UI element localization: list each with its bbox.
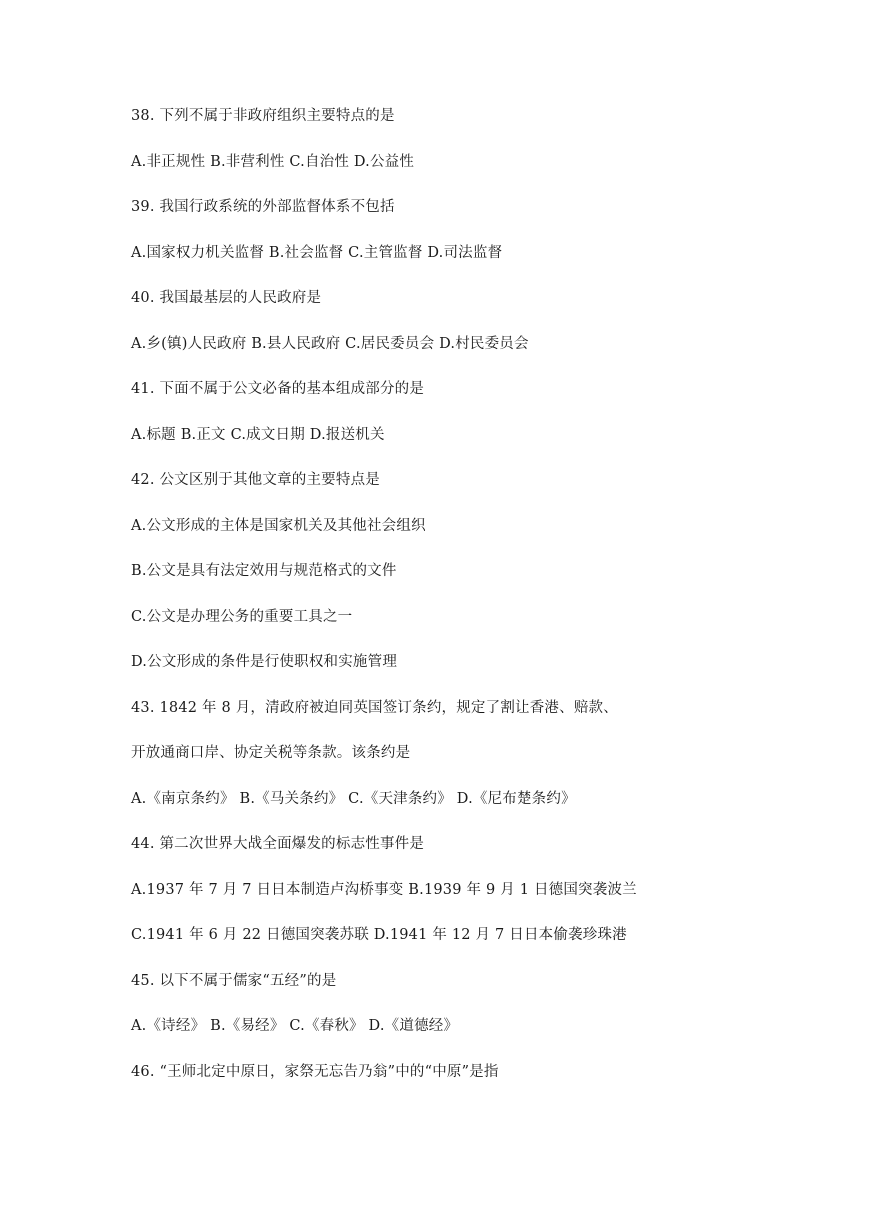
q42-option-d: D.公文形成的条件是行使职权和实施管理	[131, 654, 398, 670]
q40-options: A.乡(镇)人民政府 B.县人民政府 C.居民委员会 D.村民委员会	[131, 335, 529, 352]
q42-option-a: A.公文形成的主体是国家机关及其他社会组织	[131, 517, 426, 534]
q44-options-ab: A.1937 年 7 月 7 日日本制造卢沟桥事变 B.1939 年 9 月 1 日德国突袭波兰	[131, 881, 637, 898]
q38-options: A.非正规性 B.非营利性 C.自治性 D.公益性	[131, 153, 415, 170]
q44-options-cd: C.1941 年 6 月 22 日德国突袭苏联 D.1941 年 12 月 7 日日本偷袭珍珠港	[131, 927, 627, 943]
q43-stem-line-2: 开放通商口岸、协定关税等条款。该条约是	[131, 745, 411, 761]
q43-stem-line-1: 43. 1842 年 8 月，清政府被迫同英国签订条约，规定了割让香港、赔款、	[131, 699, 618, 716]
q40-stem: 40. 我国最基层的人民政府是	[131, 290, 322, 306]
q39-stem: 39. 我国行政系统的外部监督体系不包括	[131, 199, 395, 215]
q42-stem: 42. 公文区别于其他文章的主要特点是	[131, 472, 380, 488]
q39-options: A.国家权力机关监督 B.社会监督 C.主管监督 D.司法监督	[131, 244, 503, 261]
q44-stem: 44. 第二次世界大战全面爆发的标志性事件是	[131, 836, 425, 852]
q45-options: A.《诗经》 B.《易经》 C.《春秋》 D.《道德经》	[131, 1018, 459, 1034]
q43-options: A.《南京条约》 B.《马关条约》 C.《天津条约》 D.《尼布楚条约》	[131, 790, 576, 807]
q45-stem: 45. 以下不属于儒家“五经”的是	[131, 972, 337, 989]
q41-stem: 41. 下面不属于公文必备的基本组成部分的是	[131, 381, 425, 397]
q42-option-c: C.公文是办理公务的重要工具之一	[131, 608, 353, 625]
q38-stem: 38. 下列不属于非政府组织主要特点的是	[131, 108, 395, 124]
question-text-block	[131, 104, 771, 1105]
q46-stem: 46. “王师北定中原日，家祭无忘告乃翁”中的“中原”是指	[131, 1063, 499, 1080]
q41-options: A.标题 B.正文 C.成文日期 D.报送机关	[131, 426, 385, 443]
q42-option-b: B.公文是具有法定效用与规范格式的文件	[131, 563, 397, 579]
